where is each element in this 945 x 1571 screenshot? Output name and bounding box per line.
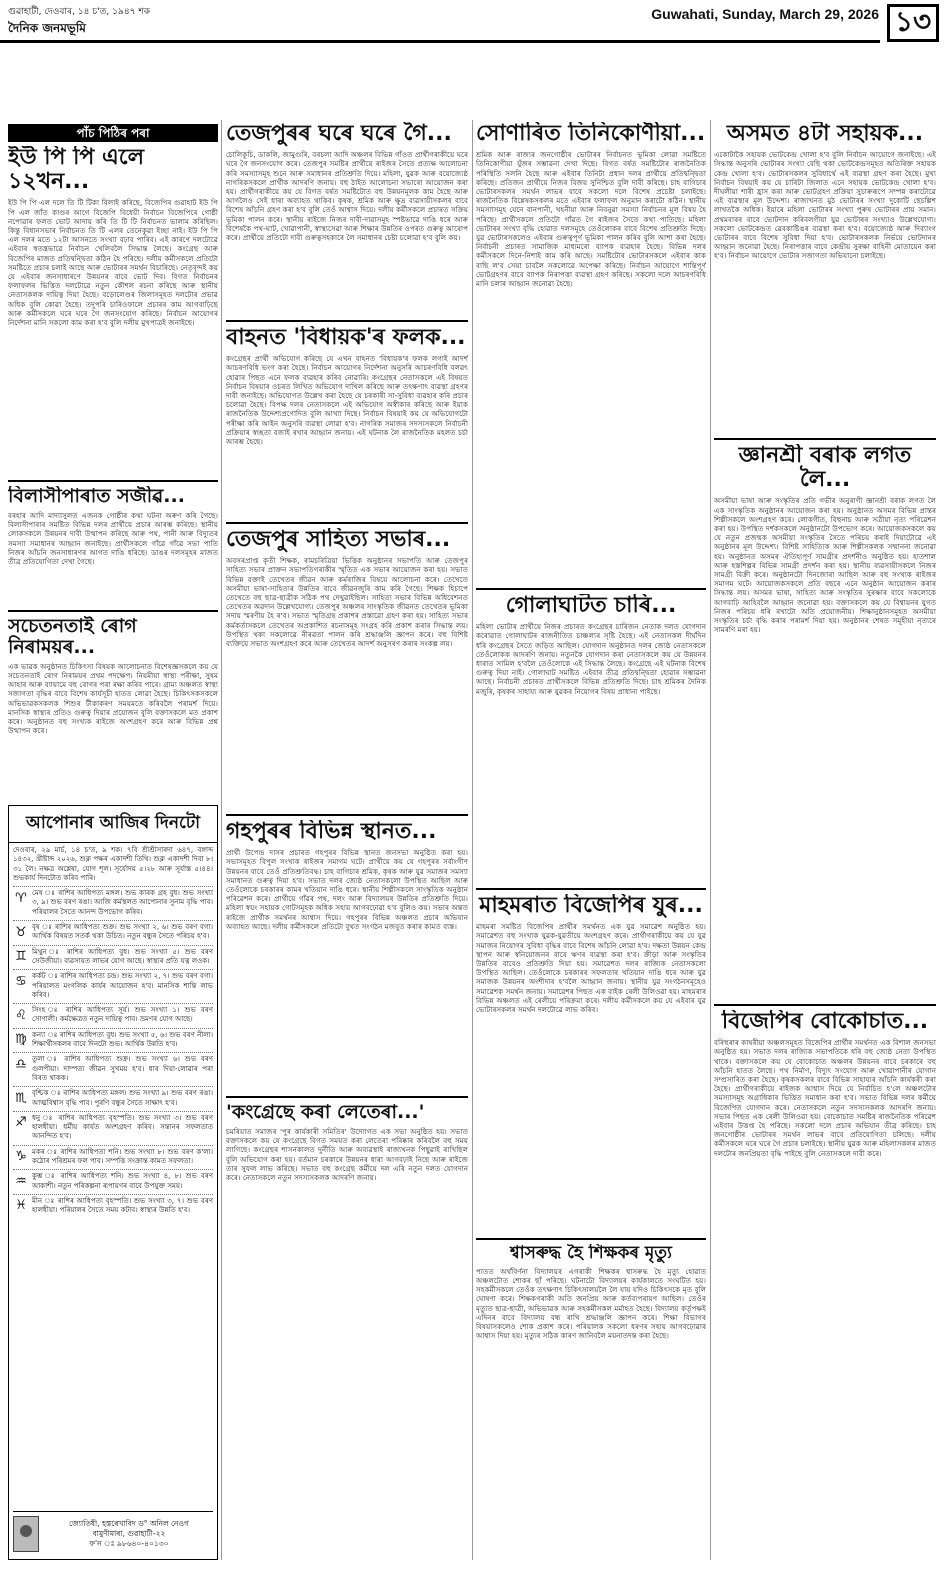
story-body: পাতত অৰ্থবিৰ্ণনা বিদ্যালয়ৰ এগৰাকী শিক্ষকৰ শ্বাসৰুদ্ধ হৈ মৃত্যু হোৱাত অঞ্চলটোত শোকৰ ছাঁ পৰিছে। ঘটনাটো বিদ্যালয়ৰ কাৰ্যকালতে সংঘটিত হয়। সহকৰ্মীসকলে তেওঁক তৎক্ষণাৎ চিকিৎসালয়লৈ লৈ যায় যদিও চিকিৎসকে মৃত বুলি ঘোষণা কৰে। শিক্ষকগৰাকী অতি জনপ্ৰিয় আৰু কৰ্তব্যপৰায়ণ আছিল। তেওঁৰ মৃত্যুত ছাত্ৰ-ছাত্ৰী, অভিভাৱক আৰু সহকৰ্মীসকল মৰ্মাহত হৈছে। বিদ্যালয় কৰ্তৃপক্ষই এদিনৰ বাবে বিদ্যালয় বন্ধ ৰাখি শ্ৰদ্ধাঞ্জলি জ্ঞাপন কৰে। শিক্ষা বিভাগৰ বিষয়াসকলেও শোক প্ৰকাশ কৰে। পৰিয়ালক সকলো ধৰণৰ সহায় আগবঢ়োৱাৰ আশ্বাস দিয়া হয়। মৃত্যুৰ সঠিক কাৰণ জানিবলৈ ময়নাতদন্ত কৰা হৈছে। [476,1266,706,1341]
story-divider [8,480,218,482]
story-body: অবসৰপ্ৰাপ্ত কৃতী শিক্ষক, ৰামচৰিত্ৰিয়া ভিত্তিক অনুষ্ঠানৰ সভাপতি আৰু তেজপুৰ সাহিত্য সভাৰ প্ৰাক্তন সভাপতিগৰাকীৰ স্মৃতিত এক সভাৰ আয়োজন কৰা হয়। সভাত বিভিন্ন বক্তাই তেখেতৰ জীৱন আৰু কৰ্মৰাজিৰ বিষয়ে আলোচনা কৰে। তেখেতে অসমীয়া ভাষা-সাহিত্যৰ উন্নতিৰ বাবে জীৱনজুৰি কাম কৰি গৈছে। শিক্ষক হিচাপে তেখেতে বহু ছাত্ৰ-ছাত্ৰীক সঠিক পথ দেখুৱাইছিল। সাহিত্য সভাৰ বিভিন্ন অধিবেশনত তেখেতৰ অৱদান উল্লেখযোগ্য। তেজপুৰ অঞ্চলৰ সাংস্কৃতিক জীৱনত তেখেতৰ ভূমিকা সদায় স্মৰণীয় হৈ ৰ'ব। সভাত স্মৃতিগ্ৰন্থ প্ৰকাশৰ প্ৰস্তাৱো গ্ৰহণ কৰা হয়। সাহিত্য সভাৰ কৰ্মকৰ্তাসকলে তেখেতৰ অপ্ৰকাশিত ৰচনাসমূহ সংগ্ৰহ কৰি প্ৰকাশ কৰাৰ সিদ্ধান্ত লয়। উপস্থিত থকা সকলোৱে নীৰৱতা পালন কৰি শ্ৰদ্ধাঞ্জলি জ্ঞাপন কৰে। বহু বিশিষ্ট ব্যক্তিয়ে সভাত অংশগ্ৰহণ কৰে আৰু তেখেতৰ আদৰ্শ অনুসৰণ কৰাৰ সংকল্প লয়। [226,556,468,649]
story-divider [226,522,468,524]
headline: মাহমৰাত বিজেপিৰ যুৰ... [479,894,703,918]
sign-leo: ♌ সিংহ ঃ ৰাশিৰ আধিপত্য সূৰ্য। শুভ সংখ্যা ১। শুভ বৰণ সোণালী। কৰ্মক্ষেত্ৰত নতুন দায়িত্ব পাব। ভ্ৰমণৰ যোগ আছে। [13,1003,213,1025]
story-asamata [714,122,936,434]
story-body: বৰহাৰ আদি মাদ্যাসুলত এজনক গোষ্ঠীৰ কথা ঘটনা অৰুণ কৰি গৈছে। বিলাসীপাৰাৰ সমষ্টিত বিভিন্ন দলৰ প্ৰাৰ্থীয়ে প্ৰচাৰ আৰম্ভ কৰিছে। স্থানীয় লোকসকলে উন্নয়নৰ দাবী উত্থাপন কৰিছে আৰু পথ, পানী আৰু বিদ্যুতৰ সমস্যা সমাধানৰ আহ্বান জনাইছে। প্ৰাৰ্থীসকলে গাঁৱে গাঁৱে সভা পাতি নিজৰ আঁচনি জনসাধাৰণৰ আগত দাঙি ধৰিছে। ডাঙৰ দলসমূহৰ মাজত তীব্ৰ প্ৰতিযোগিতা দেখা গৈছে। [8,510,218,566]
headline: তেজপুৰৰ ঘৰে ঘৰে গৈ... [226,122,452,146]
column-rule [710,120,711,1560]
story-body: অসমীয়া ভাষা আৰু সংস্কৃতিৰ প্ৰতি গভীৰ অনুৰাগী জ্ঞানশ্ৰী বৰাক লগত লৈ এক সাংস্কৃতিক অনুষ্ঠানৰ আয়োজন কৰা হয়। অনুষ্ঠানত অসমৰ বিভিন্ন প্ৰান্তৰ শিল্পীসকলে অংশগ্ৰহণ কৰে। লোকগীত, বিহুনাচ আৰু সত্ৰীয়া নৃত্য পৰিৱেশন কৰা হয়। উপস্থিত দৰ্শকসকলে অনুষ্ঠানটো উপভোগ কৰে। আয়োজকসকলে কয় যে নতুন প্ৰজন্মক অসমীয়া সংস্কৃতিৰ সৈতে পৰিচয় কৰাই দিয়াটোৱে এই অনুষ্ঠানৰ মূল উদ্দেশ্য। বিশিষ্ট সাহিত্যিক আৰু শিল্পীসকলক সন্মাননা জনোৱা হয়। অনুষ্ঠানত অসমৰ ঐতিহ্যপূৰ্ণ সামগ্ৰীৰ প্ৰদৰ্শনীও অনুষ্ঠিত হয়। হাতশাল আৰু হস্তশিল্পৰ বিভিন্ন সামগ্ৰী প্ৰদৰ্শন কৰা হয়। স্থানীয় ব্যৱসায়ীসকলে নিজৰ সামগ্ৰী বিক্ৰী কৰে। অনুষ্ঠানটো দিনজোৰা আছিল আৰু বহু সংখ্যক ৰাইজৰ সমাগম ঘটে। আয়োজকসকলে প্ৰতি বছৰে এনে অনুষ্ঠান আয়োজন কৰাৰ সিদ্ধান্ত লয়। অসমৰ ভাষা, সাহিত্য আৰু সংস্কৃতিৰ সুৰক্ষাৰ বাবে সকলোকে আগবাঢ়ি আহিবলৈ আহ্বান জনোৱা হয়। বক্তাসকলে কয় যে বিশ্বায়নৰ যুগত নিজৰ পৰিচয় ধৰি ৰখাটো অতি প্ৰয়োজনীয়। শিক্ষানুষ্ঠানসমূহত অসমীয়া সংস্কৃতিৰ চৰ্চা বৃদ্ধি কৰাৰ পৰামৰ্শ দিয়া হয়। অনুষ্ঠানৰ শেষত সমূহীয়া নৃত্যৰে সামৰণি মৰা হয়। [714,496,936,635]
story-shwasruddha [476,1244,706,1558]
story-divider [476,588,706,590]
horoscope-title: আপোনাৰ আজিৰ দিনটো [9,806,217,843]
headline: বাহনত 'বিধায়ক'ৰ ফলক... [226,326,466,350]
astrologer-address: বামুণীমাৰা, গুৱাহাটী-২২ [92,1528,166,1538]
story-divider [714,1004,936,1006]
horoscope-body [9,843,217,1219]
story-body: চমৰিয়াত সমাজৰ 'পুৰ কাৰ্যকাৰী সমিতিৰ' উদ্যোগত এক সভা অনুষ্ঠিত হয়। সভাত বক্তাসকলে কয় যে কংগ্ৰেছে বিগত সময়ত কৰা লেতেৰা পৰিষ্কাৰ কৰিবলৈ বহু সময় লাগিছে। কংগ্ৰেছৰ শাসনকালত দুৰ্নীতি আৰু অব্যৱস্থাই ৰাজ্যখনক পিছুৱাই ৰাখিছিল বুলি অভিযোগ কৰা হয়। বৰ্তমান চৰকাৰে উন্নয়নৰ ধাৰা আগবঢ়াই নিছে আৰু ৰাইজে তাৰ সুফল লাভ কৰিছে। সভাত বহু কংগ্ৰেছ কৰ্মীয়ে দল এৰি নতুন দলত যোগদান কৰে। নেতাসকলে নতুন সদস্যসকলক আদৰণি জনায়। [226,1126,468,1182]
headline: জ্ঞানশ্ৰী বৰাক লগত লৈ... [738,444,912,493]
headline: বিলাসীপাৰাত সজীৱ... [8,486,185,507]
story-divider [226,814,468,816]
story-body: একোটাকৈ সহায়ক ভোটকেন্দ্ৰ খোলা হ'ব বুলি নিৰ্বাচন আয়োগে জনাইছে। এই সিদ্ধান্ত অনুসৰি ভোটাৰৰ সংখ্যা বেছি থকা ভোটকেন্দ্ৰসমূহত অতিৰিক্ত সহায়ক কেন্দ্ৰ খোলা হ'ব। ভোটাৰসকলৰ সুবিধাৰ্থে এই ব্যৱস্থা গ্ৰহণ কৰা হৈছে। মুখ্য নিৰ্বাচন বিষয়াই কয় যে চাৰিটা জিলাত এনে সহায়ক ভোটকেন্দ্ৰ খোলা হ'ব। দীঘলীয়া শাৰী হ্ৰাস কৰা আৰু ভোটগ্ৰহণ প্ৰক্ৰিয়া সুচাৰুৰূপে সম্পন্ন কৰাটোৱে এই ব্যৱস্থাৰ মূল উদ্দেশ্য। ৰাজ্যখনত মুঠ ভোটাৰৰ সংখ্যা দুকোটি ছেচল্লিশ লাখতকৈ অধিক। ইয়াৰে মহিলা ভোটাৰৰ সংখ্যা পুৰুষ ভোটাৰৰ প্ৰায় সমান। প্ৰথমবাৰৰ বাবে ভোটদান কৰিবলগীয়া যুৱ ভোটাৰৰ সংখ্যাও উল্লেখযোগ্য। সকলো ভোটকেন্দ্ৰত ৱেবকাষ্টিঙৰ ব্যৱস্থা কৰা হ'ব। বয়োজ্যেষ্ঠ আৰু দিব্যাংগ ভোটাৰৰ বাবে বিশেষ সুবিধা দিয়া হ'ব। ভোটাৰসকলক নিৰ্ভয়ে ভোটদানৰ আহ্বান জনোৱা হৈছে। নিৰাপত্তাৰ বাবে কেন্দ্ৰীয় সুৰক্ষা বাহিনী মোতায়েন কৰা হ'ব। নিৰ্বাচন আয়োগে ভোটাৰ সজাগতা অভিযানো চলাইছে। [714,150,936,261]
astrologer-name: জ্যোতিষী, হস্তৰেখাবিদ ড° অনিল নেওগ [69,1518,189,1528]
headline: সোণাৰিত তিনিকোণীয়া... [476,122,706,146]
masthead [0,0,945,56]
story-sachetanata [8,616,218,798]
story-divider [226,320,468,322]
story-bokochat [714,1010,936,1558]
headline: 'কংগ্ৰেছে কৰা লেতেৰা...' [226,1102,425,1123]
scorpio-icon: ♏ [15,1090,27,1106]
astrologer-photo [13,1516,39,1552]
story-body: ইউ পি পি এল দলে তি টি টিকা বিলাই কৰিছে, বিজেপিৰ গুৱাহাট ইউ পি পি এল জাঁত কাণ্ডৰ আগে বিজেপি বিধেয়ী নিৰ্বাচন বিজেপিৰে গোষ্ঠী নপোৱাৰ ফলত ভোট আদায় কৰি তি টি টি নিৰ্বাচনত ভালাম কৰিছিল। কিন্তু বিধানসভাৰ নিৰ্বাচনত তি টি এলৰ তেনেকুৱা ইচ্ছা নাই। ইউ পি পি এল দলৰ মতে ১২টা আসনতে সংখ্যা বঢ়াব পাৰিব। এই কাৰণে দলটোৱে এইবাৰ স্বতন্ত্ৰভাৱে নিৰ্বাচন খেলিবলৈ সিদ্ধান্ত লৈছে। কংগ্ৰেছ আৰু বিজেপিৰ মাজত প্ৰতিদ্বন্দ্বিতা কঠিন হৈ পৰিছে। দলীয় কৰ্মীসকলে প্ৰতিটো সমষ্টিতে প্ৰচাৰ চলাই আছে আৰু ভোটাৰৰ সমৰ্থন বিচাৰিছে। নেতৃবৃন্দই কয় যে এইবাৰ জনসাধাৰণে উন্নয়নৰ বাবে ভোট দিব। বিগত নিৰ্বাচনৰ ফলাফলৰ ভিত্তিত দলটোৱে নতুন কৌশল ৰচনা কৰিছে আৰু স্থানীয় নেতাসকলক দায়িত্ব দিয়া হৈছে। বড়োলেণ্ডৰ জিলাসমূহত দলটোৰ প্ৰভাৱ অধিক বুলি কোৱা হৈছে। তদুপৰি চাৰিওফালে প্ৰচাৰৰ কাম আগবাঢ়িছে আৰু কৰ্মীসকলে ঘৰে ঘৰে গৈ জনসংযোগ কৰিছে। নিৰ্বাচন আয়োগৰ নিৰ্দেশনা মানি সকলো কাম কৰা হ'ব বুলি দলীয় মুখপাত্ৰই জনাইছে। [8,198,218,328]
english-date: Guwahati, Sunday, March 29, 2026 [651,6,879,22]
story-body: শ্ৰমিক আৰু ৰাজ্যৰ জনগোষ্ঠীৰ ভোটাৰৰ নিৰ্বাচনত ভূমিকা লোৱা সমষ্টিতে তিনিকোণীয়া যুঁজৰ সম্ভাৱনা দেখা দিছে। বিগত বৰ্ষত সমষ্টিটোৰ ৰাজনৈতিক পৰিস্থিতি সলনি হৈছে আৰু এইবাৰ তিনিটা প্ৰধান দলৰ প্ৰাৰ্থীয়ে প্ৰতিদ্বন্দ্বিতা কৰিছে। প্ৰতিজন প্ৰাৰ্থীয়ে নিজৰ বিজয় সুনিশ্চিত বুলি দাবী কৰিছে। চাহ বাগিচাৰ ভোটাৰসকলৰ সমৰ্থন লাভৰ বাবে সকলো দলে বিশেষ প্ৰচেষ্টা চলাইছে। ৰাজনৈতিক বিশ্লেষকসকলৰ মতে এইবাৰ ফলাফল অনুমান কৰাটো কঠিন। স্থানীয় সমস্যাসমূহ যেনে বানপানী, খহনীয়া আৰু নিবনুৱা সমস্যা নিৰ্বাচনৰ মূল বিষয় হৈ পৰিছে। প্ৰাৰ্থীসকলে প্ৰতিটো গাঁৱত গৈ ৰাইজৰ সৈতে কথা পাতিছে। মহিলা ভোটাৰৰ সংখ্যা বৃদ্ধি হোৱাত দলসমূহে তেওঁলোকৰ বাবে বিশেষ প্ৰতিশ্ৰুতি দিছে। যুৱ ভোটাৰসকলেও এইবাৰ গুৰুত্বপূৰ্ণ ভূমিকা পালন কৰিব বুলি আশা কৰা হৈছে। নিৰ্বাচনী প্ৰচাৰত সামাজিক মাধ্যমৰো ব্যাপক ব্যৱহাৰ হৈছে। বিভিন্ন দলৰ কৰ্মীসকলে দিনে-নিশাই কাম কৰি আছে। সমষ্টিটোৰ ভোটাৰসকলে এইবাৰ কাক বাছি ল'ব সেয়া চাবলৈ সকলোৱে অপেক্ষা কৰিছে। নিৰ্বাচন আয়োগে শান্তিপূৰ্ণ ভোটগ্ৰহণৰ বাবে ব্যাপক নিৰাপত্তা ব্যৱস্থা গ্ৰহণ কৰিছে। সকলো দলে আচৰণবিধি মানি চলাৰ আহ্বান জনোৱা হৈছে। [476,150,706,289]
story-mahmara [476,894,706,1234]
date-line: গুৱাহাটী, দেওবাৰ, ১৪ চ'ত, ১৯৪৭ শক [8,7,151,17]
astrologer-info [45,1519,213,1549]
sagittarius-icon: ♐ [15,1115,27,1131]
story-body: মাহমৰা সমষ্টিত বিজেপিৰ প্ৰাৰ্থীৰ সমৰ্থনত এক যুৱ সমাৱেশ অনুষ্ঠিত হয়। সমাৱেশত বহু সংখ্যক যুৱক-যুৱতীয়ে অংশগ্ৰহণ কৰে। প্ৰাৰ্থীগৰাকীয়ে কয় যে যুৱ সমাজৰ নিয়োগৰ সুবিধা বৃদ্ধিৰ বাবে বিশেষ আঁচনি লোৱা হ'ব। দক্ষতা উন্নয়ন কেন্দ্ৰ স্থাপন আৰু স্বনিয়োজনৰ বাবে ঋণৰ ব্যৱস্থা কৰা হ'ব। ক্ৰীড়া আৰু সংস্কৃতিৰ উন্নতিৰ বাবেও প্ৰতিশ্ৰুতি দিয়া হয়। সমাৱেশত দলৰ ৰাজ্যিক নেতাসকলো উপস্থিত আছিল। তেওঁলোকে চৰকাৰৰ সফলতাৰ খতিয়ান দাঙি ধৰে আৰু যুৱ সমাজক উন্নয়নৰ অংশীদাৰ হ'বলৈ আহ্বান জনায়। স্থানীয় যুৱ সংগঠনসমূহেও সমাৱেশক সমৰ্থন জনায়। সমাৱেশৰ পিছত এক বাইক ৰেলী উলিওৱা হয়। মাহমৰাৰ বিভিন্ন অঞ্চলত এই ৰেলীয়ে পৰিক্ৰমা কৰে। দলীয় কৰ্মীসকলে কয় যে এইবাৰ যুৱ ভোটাৰসকলৰ সমৰ্থন দলটোৱে লাভ কৰিব। [476,922,706,1015]
sign-sagittarius: ♐ ধনু ঃ ৰাশিৰ আধিপত্য বৃহস্পতি। শুভ সংখ্যা ৩। শুভ বৰণ হালধীয়া। ধৰ্মীয় কাৰ্যত অংশগ্ৰহণ কৰিব। সন্তানৰ সফলতাত আনন্দিত হ'ব। [13,1111,213,1142]
aquarius-icon: ♒ [15,1173,27,1189]
sign-aries: ♈ মেষ ঃ ৰাশিৰ আধিপত্য মঙ্গল। শুভ কাৰক গ্ৰহ বুধ। শুভ সংখ্যা ৩, ৯। শুভ বৰণ ৰঙা। আজি কৰ্মস্থলত আপোনাৰ সুনাম বৃদ্ধি পাব। পৰিয়ালৰ সৈতে আনন্দ উপভোগ কৰিব। [13,886,213,917]
horoscope-intro: দেওবাৰ, ২৯ মাৰ্চ, ১৪ চ'ত, ৯ শক। ৭বি শ্ৰীশ্ৰীসাৰদা ৬৪৭, বঙ্গাব্দ ১৪৩২, খ্ৰীষ্টাব্দ ২০২৬, শুক্ল পক্ষৰ একাদশী তিথি। শুক্ল একাদশী দিবা ৮।৩১ লৈ। নক্ষত্ৰ অশ্লেষা, যোগ শূল। সূৰ্যোদয় ৫।২৮ আৰু সূৰ্যাস্ত ৫।৪৪। শুভকাৰ্য দিনটোত কৰিব পাৰি। [13,846,213,882]
story-body: প্ৰাৰ্থী উপেন্দ্ৰ দাসৰ প্ৰচাৰত গহপুৰৰ বিভিন্ন স্থানত জনসভা অনুষ্ঠিত কৰা হয়। সভাসমূহত বিপুল সংখ্যক ৰাইজৰ সমাগম ঘটে। প্ৰাৰ্থীয়ে কয় যে গহপুৰৰ সৰ্বাংগীণ উন্নয়নৰ বাবে তেওঁ প্ৰতিশ্ৰুতিবদ্ধ। চাহ বাগিচাৰ শ্ৰমিক, কৃষক আৰু যুৱ সমাজৰ সমস্যা সমাধানত গুৰুত্ব দিয়া হ'ব। সভাত দলৰ জ্যেষ্ঠ নেতাসকলো উপস্থিত আছিল আৰু তেওঁলোকে চৰকাৰৰ কামৰ খতিয়ান দাঙি ধৰে। স্থানীয় শিল্পীসকলে সাংস্কৃতিক অনুষ্ঠান পৰিৱেশন কৰে। প্ৰাৰ্থীয়ে গাঁৱৰ পথ, দলং আৰু বিদ্যালয়ৰ উন্নতিৰ প্ৰতিশ্ৰুতি দিয়ে। মহিলা স্বয়ং সহায়ক গোটসমূহক অধিক সহায় আগবঢ়োৱা হ'ব বুলিও কয়। সভাৰ অন্তত ৰাইজে প্ৰাৰ্থীক সমৰ্থনৰ আশ্বাস দিয়ে। গহপুৰৰ বিভিন্ন অঞ্চলত প্ৰচাৰ অভিযান অব্যাহত আছে। দলীয় কৰ্মীসকলে প্ৰতিটো বুথত সংগঠন মজবুত কৰাৰ কামত ব্যস্ত। [226,848,468,931]
story-tezpur-ghar [226,122,468,316]
horoscope-box [8,805,218,1560]
headline: বিজেপিৰ বোকোচাত... [721,1010,929,1034]
story-body: কংগ্ৰেছৰ প্ৰাৰ্থী অভিযোগ কৰিছে যে এখন বাহনত 'বিধায়ক'ৰ ফলক লগাই আদৰ্শ আচৰণবিধি ভংগ কৰা হৈছে। নিৰ্বাচন আয়োগৰ নিৰ্দেশনা অনুসৰি আচৰণবিধি বলৱৎ হোৱাৰ পিছত এনে ফলক ব্যৱহাৰ কৰিব নোৱাৰি। কংগ্ৰেছৰ নেতাসকলে এই বিষয়ত নিৰ্বাচন বিষয়াৰ ওচৰত লিখিত অভিযোগ দাখিল কৰিছে আৰু তৎক্ষণাৎ ব্যৱস্থা গ্ৰহণৰ দাবী জনাইছে। অভিযোগত উল্লেখ কৰা হৈছে যে চৰকাৰী সা-সুবিধা ব্যৱহাৰ কৰি প্ৰচাৰ চলোৱা হৈছে। বিপক্ষ দলৰ নেতাসকলে এই অভিযোগ অস্বীকাৰ কৰিছে আৰু ইয়াক ৰাজনৈতিক উদ্দেশ্যপ্ৰণোদিত বুলি আখ্যা দিছে। নিৰ্বাচন বিষয়াই কয় যে অভিযোগটো পৰীক্ষা কৰি আইন অনুসৰি ব্যৱস্থা লোৱা হ'ব। নাগৰিক সমাজৰ সদস্যসকলে নিৰ্বাচনী প্ৰক্ৰিয়াৰ স্বচ্ছতা বজাই ৰখাৰ আহ্বান জনায়। এই ঘটনাক লৈ ৰাজনৈতিক মহলত চৰ্চা আৰম্ভ হৈছে। [226,354,468,447]
story-divider [226,1096,468,1098]
gemini-icon: ♊ [15,949,27,965]
story-congress [226,1102,468,1558]
section-banner: পাঁচ পিঠিৰ পৰা [8,124,218,142]
virgo-icon: ♍ [15,1032,27,1048]
column-rule [221,120,222,1560]
headline: অসমত ৪টা সহায়ক... [726,122,924,146]
story-body: বৰিহুৰাৰ কাষৰীয়া অঞ্চলসমূহত বিজেপিৰ প্ৰাৰ্থীৰ সমৰ্থনত এক বিশাল জনসভা অনুষ্ঠিত হয়। সভাত দলৰ ৰাজ্যিক সভাপতিকে ধৰি বহু জ্যেষ্ঠ নেতা উপস্থিত থাকে। বক্তাসকলে কয় যে বোকোচাত অঞ্চলৰ উন্নয়নৰ বাবে চৰকাৰে বহু আঁচনি হাতত লৈছে। পথ নিৰ্মাণ, বিদ্যুৎ সংযোগ আৰু খোৱাপানীৰ যোগান সম্প্ৰসাৰিত কৰা হৈছে। কৃষকসকলৰ বাবে বিভিন্ন সাহায্যৰ আঁচনি কাৰ্যকৰী কৰা হৈছে। প্ৰাৰ্থীগৰাকীয়ে ৰাইজক আশ্বাস দিয়ে যে নিৰ্বাচিত হ'লে অঞ্চলটোৰ সমস্যাসমূহ অগ্ৰাধিকাৰ ভিত্তিত সমাধান কৰা হ'ব। সভাত বিভিন্ন দলৰ কৰ্মীয়ে বিজেপিত যোগদান কৰে। নেতাসকলে নতুন সদস্যসকলক আদৰণি জনায়। সভাৰ পিছত এক ৰেলী উলিওৱা হয়। বোকোচাত সমষ্টিৰ ৰাজনৈতিক পৰিৱেশ এইবাৰ উত্তপ্ত হৈ পৰিছে। সকলো দলে প্ৰচাৰ অভিযান তীব্ৰ কৰিছে। চাহ জনগোষ্ঠীৰ ভোটাৰৰ সমৰ্থন লাভৰ বাবে প্ৰতিযোগিতা চলিছে। দলীয় কৰ্মীসকলে ঘৰে ঘৰে গৈ প্ৰচাৰ চলাইছে। স্থানীয় যুৱক আৰু মহিলাসকলৰ মাজত দলটোৰ জনপ্ৰিয়তা বৃদ্ধি পাইছে বুলি নেতাসকলে দাবী কৰে। [714,1038,936,1158]
astrologer-footer [13,1511,213,1555]
story-sahitya-sabha [226,528,468,810]
sign-cancer: ♋ কৰ্কট ঃ ৰাশিৰ আধিপত্য চন্দ্ৰ। শুভ সংখ্যা ২, ৭। শুভ বৰণ বগা। পৰিয়ালত মংগলিক কাৰ্যৰ আয়োজন হ'ব। মানসিক শান্তি লাভ কৰিব। [13,969,213,1000]
headline: গহপুৰৰ বিভিন্ন স্থানত... [226,820,437,844]
story-bahanat [226,326,468,518]
headline: সচেতনতাই ৰোগ নিৰাময়ৰ... [8,616,137,658]
story-divider [476,1238,706,1240]
paper-name: দৈনিক জনমভূমি [8,21,86,35]
story-body: মহিলা ভোটাৰ প্ৰাৰ্থীয়ে নিজৰ প্ৰচাৰত কংগ্ৰেছৰ চাৰিজন নেতাক দলত যোগদান কৰোৱাত গোলাঘাটৰ ৰাজনীতিত চাঞ্চল্যৰ সৃষ্টি হৈছে। এই নেতাসকল দীৰ্ঘদিন ধৰি কংগ্ৰেছৰ সৈতে জড়িত আছিল। যোগদান অনুষ্ঠানত দলৰ জ্যেষ্ঠ নেতাসকলে তেওঁলোকক আদৰণি জনায়। নতুনকৈ যোগদান কৰা নেতাসকলে কয় যে উন্নয়নৰ ধাৰাত সামিল হ'বলৈ তেওঁলোকে এই সিদ্ধান্ত লৈছে। কংগ্ৰেছে এই ঘটনাক বিশেষ গুৰুত্ব দিয়া নাই। গোলাঘাট সমষ্টিত এইবাৰ তীব্ৰ প্ৰতিদ্বন্দ্বিতা হোৱাৰ সম্ভাৱনা আছে। নিৰ্বাচনী প্ৰচাৰত প্ৰাৰ্থীসকলে বিভিন্ন প্ৰতিশ্ৰুতি দিছে। চাহ শ্ৰমিকৰ দৈনিক মজুৰি, কৃষকৰ সাহায্য আৰু যুৱকৰ নিয়োগৰ বিষয় প্ৰাধান্য পাইছে। [476,622,706,696]
capricorn-icon: ♑ [15,1149,27,1165]
pisces-icon: ♓ [15,1198,27,1214]
sign-gemini: ♊ মিথুন ঃ ৰাশিৰ আধিপত্য বুধ। শুভ সংখ্যা ৫। শুভ বৰণ সেউজীয়া। ব্যৱসায়ত লাভৰ যোগ আছে। স্বাস্থ্যৰ প্ৰতি যত্ন লওক। [13,945,213,967]
story-bilasipara [8,486,218,606]
sign-aquarius: ♒ কুম্ভ ঃ ৰাশিৰ আধিপত্য শনি। শুভ সংখ্যা ৪, ৮। শুভ বৰণ আকাশী। নতুন পৰিকল্পনা ৰূপায়ণৰ বাবে উপযুক্ত সময়। [13,1169,213,1191]
story-body: চোলিকুচি, ডাকলি, জামুগুৰি, বৰচলা আদি অঞ্চলৰ বিভিন্ন গাঁওত প্ৰাৰ্থীগৰাকীয়ে ঘৰে ঘৰে গৈ জনসংযোগ কৰে। তেজপুৰ সমষ্টিৰ প্ৰাৰ্থীয়ে ৰাইজৰ সৈতে প্ৰত্যক্ষ আলোচনা কৰি সমস্যাসমূহ শুনে আৰু সমাধানৰ প্ৰতিশ্ৰুতি দিয়ে। মহিলা, যুৱক আৰু বয়োজ্যেষ্ঠ নাগৰিকসকলে প্ৰাৰ্থীক আদৰণি জনায়। বহু ঠাইত আলোচনা সভাৰো আয়োজন কৰা হয়। প্ৰাৰ্থীগৰাকীয়ে কয় যে বিগত বৰ্ষত সমষ্টিটোত বহু উন্নয়নমূলক কাম হৈছে আৰু আগলৈও সেই ধাৰা অব্যাহত থাকিব। কৃষক, শ্ৰমিক আৰু ক্ষুদ্ৰ ব্যৱসায়ীসকলৰ বাবে বিশেষ আঁচনি গ্ৰহণ কৰা হ'ব বুলি তেওঁ আশ্বাস দিয়ে। দলীয় কৰ্মীসকলে প্ৰচাৰত সক্ৰিয় ভূমিকা পালন কৰে। স্থানীয় ৰাইজে নিজৰ দাবী-দাৱাসমূহ স্পষ্টভাৱে দাঙি ধৰে আৰু বিশেষকৈ পথ-ঘাট, খোৱাপানী, স্বাস্থ্যসেৱা আৰু শিক্ষাৰ উন্নতিৰ ওপৰত গুৰুত্ব আৰোপ কৰে। প্ৰাৰ্থীয়ে প্ৰতিটো দাবী গুৰুত্বসহকাৰে লৈ সমাধানৰ চেষ্টা চলোৱা হ'ব বুলি কয়। [226,150,468,243]
cancer-icon: ♋ [15,973,27,989]
story-divider [8,610,218,612]
story-gyanashree [714,444,936,1000]
masthead-rule [0,40,880,43]
libra-icon: ♎ [15,1056,27,1072]
page-number: ১৩ [887,4,939,42]
sign-taurus: ♉ বৃষ ঃ ৰাশিৰ আধিপত্য শুক্ৰ। শুভ সংখ্যা ২, ৬। শুভ বৰণ বগা। আৰ্থিক বিষয়ত সতৰ্ক থকা উচিত। নতুন বন্ধুৰ সৈতে পৰিচয় হ'ব। [13,920,213,942]
story-ups [8,146,218,476]
astrologer-phone: ফ'ন ঃ ৯৮৬৪০-৪০১৩০ [89,1538,169,1548]
headline: শ্বাসৰুদ্ধ হৈ শিক্ষকৰ মৃত্যু [510,1244,672,1263]
sign-libra: ♎ তুলা ঃ ৰাশিৰ আধিপত্য শুক্ৰ। শুভ সংখ্যা ৬। শুভ বৰণ গুলপীয়া। দাম্পত্য জীৱন সুখময় হ'ব। ধাৰ দিয়া-লোৱাৰ পৰা বিৰত থাকক। [13,1052,213,1083]
sign-scorpio: ♏ বৃশ্চিক ঃ ৰাশিৰ আধিপত্য মঙ্গল। শুভ সংখ্যা ৯। শুভ বৰণ ৰঙা। আত্মবিশ্বাস বৃদ্ধি পাব। পুৰণি বন্ধুৰ সৈতে সাক্ষাৎ হ'ব। [13,1086,213,1108]
story-body: এক ভাৱক অনুষ্ঠানত চিকিৎসা বিষয়ক আলোচনাত বিশেষজ্ঞসকলে কয় যে সচেতনতাই ৰোগ নিৰাময়ৰ প্ৰথম পদক্ষেপ। নিয়মীয়া স্বাস্থ্য পৰীক্ষা, সুষম আহাৰ আৰু ব্যায়ামে বহু ৰোগৰ পৰা ৰক্ষা কৰিব পাৰে। গ্ৰাম্য অঞ্চলত স্বাস্থ্য সজাগতা বৃদ্ধিৰ বাবে বিশেষ কাৰ্যসূচী হাতত লোৱা হৈছে। চিকিৎসকসকলে অভিভাৱকসকলক শিশুৰ টীকাকৰণ সময়মতে কৰিবলৈ পৰামৰ্শ দিয়ে। মানসিক স্বাস্থ্যৰ প্ৰতিও গুৰুত্ব দিয়াৰ প্ৰয়োজন বুলি বক্তাসকলে মত প্ৰকাশ কৰে। অনুষ্ঠানত বহু সংখ্যক ৰাইজে অংশগ্ৰহণ কৰে আৰু বিভিন্ন প্ৰশ্ন উত্থাপন কৰে। [8,661,218,736]
story-divider [714,438,936,440]
sign-virgo: ♍ কন্যা ঃ ৰাশিৰ আধিপত্য বুধ। শুভ সংখ্যা ৫, ৬। শুভ বৰণ নীলা। শিক্ষাৰ্থীসকলৰ বাবে দিনটো শুভ। আৰ্থিক উন্নতি হ'ব। [13,1028,213,1050]
headline: গোলাঘাটত চাৰি... [505,594,677,618]
story-golaghat [476,594,706,884]
story-sonarit [476,122,706,584]
story-divider [476,888,706,890]
headline: তেজপুৰ সাহিত্য সভাৰ... [226,528,451,552]
aries-icon: ♈ [15,890,27,906]
story-gahpur [226,820,468,1092]
headline: ইউ পি পি এলে ১২খন... [8,146,144,195]
leo-icon: ♌ [15,1007,27,1023]
column-rule [472,120,473,1560]
taurus-icon: ♉ [15,924,27,940]
sign-capricorn: ♑ মকৰ ঃ ৰাশিৰ আধিপত্য শনি। শুভ সংখ্যা ৮। শুভ বৰণ ক'লা। কঠোৰ পৰিশ্ৰমৰ ফল পাব। সম্পত্তি সংক্ৰান্ত কামত সফলতা। [13,1145,213,1167]
sign-pisces: ♓ মীন ঃ ৰাশিৰ আধিপত্য বৃহস্পতি। শুভ সংখ্যা ৩, ৭। শুভ বৰণ হালধীয়া। পৰিয়ালৰ সৈতে সময় কটাব। স্বাস্থ্যৰ উন্নতি হ'ব। [13,1194,213,1216]
